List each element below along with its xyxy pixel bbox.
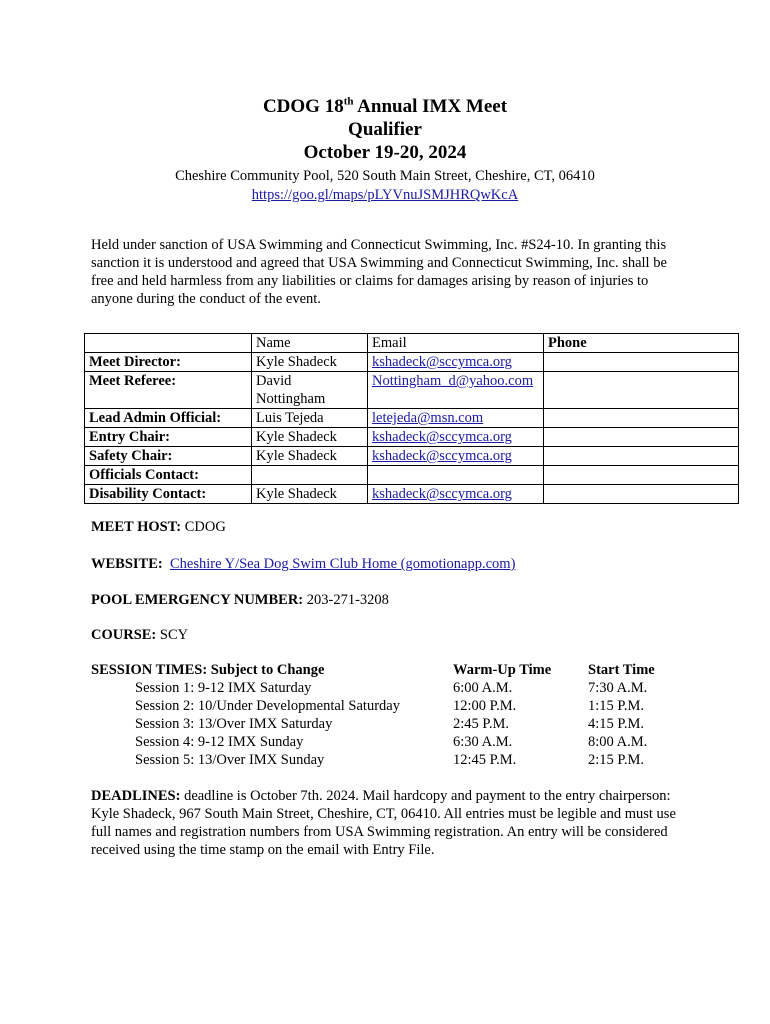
official-name: Kyle Shadeck	[252, 485, 368, 504]
start-times-column	[588, 661, 688, 769]
warmup-time: 6:30 A.M.	[453, 734, 513, 750]
official-email-link[interactable]: kshadeck@sccymca.org	[372, 486, 512, 502]
table-row	[85, 372, 739, 409]
meet-host-label: MEET HOST:	[91, 519, 182, 535]
official-phone	[544, 409, 739, 428]
pool-emergency-value: 203-271-3208	[306, 592, 389, 608]
official-phone	[544, 372, 739, 409]
warmup-time: 12:45 P.M.	[453, 752, 517, 768]
course-value: SCY	[159, 627, 189, 643]
map-link[interactable]: https://goo.gl/maps/pLYVnuJSMJHRQwKcA	[251, 187, 519, 203]
start-time: 2:15 P.M.	[588, 752, 645, 768]
meet-host-line	[91, 518, 226, 536]
table-row	[85, 466, 739, 485]
title-block	[0, 95, 770, 205]
session-names-column	[91, 661, 451, 769]
warmup-time: 6:00 A.M.	[453, 680, 513, 696]
official-phone	[544, 428, 739, 447]
pool-emergency-label: POOL EMERGENCY NUMBER:	[91, 592, 304, 608]
official-name: Luis Tejeda	[252, 409, 368, 428]
meet-title-prefix: CDOG 18	[262, 96, 344, 117]
website-line	[91, 555, 515, 573]
meet-title-sup: th	[343, 95, 354, 108]
official-email-link[interactable]: kshadeck@sccymca.org	[372, 448, 512, 464]
email-header: Email	[368, 334, 544, 353]
list-item: Session 4: 9-12 IMX Sunday	[135, 734, 304, 750]
official-email-link[interactable]: Nottingham_d@yahoo.com	[372, 373, 534, 389]
officials-header-row	[85, 334, 739, 353]
official-phone	[544, 485, 739, 504]
role-label: Officials Contact:	[85, 466, 252, 485]
official-name: Kyle Shadeck	[252, 353, 368, 372]
official-email-link[interactable]: kshadeck@sccymca.org	[372, 429, 512, 445]
meet-dates: October 19-20, 2024	[303, 142, 467, 163]
table-row	[85, 409, 739, 428]
role-label: Meet Referee:	[85, 372, 252, 409]
session-times-header: SESSION TIMES: Subject to Change	[91, 662, 325, 678]
deadlines-text: deadline is October 7th. 2024. Mail hardcopy and payment to the entry chairperson: Kyle Shadeck, 967 South Main Street, Cheshire, CT, 06410. All entries must be legible and must use full names and registration numbers from USA Swimming registration. An entry will be considered received using the time stamp on the email with Entry File.	[91, 788, 676, 858]
official-email-link[interactable]: kshadeck@sccymca.org	[372, 354, 512, 370]
deadlines-label: DEADLINES:	[91, 788, 181, 804]
start-time: 4:15 P.M.	[588, 716, 645, 732]
meet-title-suffix: Annual IMX Meet	[353, 96, 508, 117]
table-row	[85, 447, 739, 466]
website-link[interactable]: Cheshire Y/Sea Dog Swim Club Home (gomotionapp.com)	[169, 556, 516, 572]
role-label: Safety Chair:	[85, 447, 252, 466]
course-line	[91, 626, 188, 644]
role-label: Meet Director:	[85, 353, 252, 372]
list-item: Session 1: 9-12 IMX Saturday	[135, 680, 312, 696]
start-time: 7:30 A.M.	[588, 680, 648, 696]
list-item: Session 2: 10/Under Developmental Saturday	[135, 698, 400, 714]
table-row	[85, 353, 739, 372]
table-row	[85, 428, 739, 447]
official-email-link[interactable]: letejeda@msn.com	[372, 410, 484, 426]
warmup-time: 2:45 P.M.	[453, 716, 510, 732]
role-header-cell	[85, 334, 252, 353]
phone-header: Phone	[544, 334, 739, 353]
start-header: Start Time	[588, 662, 655, 678]
role-label: Disability Contact:	[85, 485, 252, 504]
official-name	[252, 466, 368, 485]
website-label: WEBSITE:	[91, 556, 163, 572]
sanction-paragraph: Held under sanction of USA Swimming and Connecticut Swimming, Inc. #S24-10. In granting this sanction it is understood and agreed that USA Swimming and Connecticut Swimming, Inc. shall be free and held harmless from any liabilities or claims for damages arising by reason of injuries to anyone during the conduct of the event.	[91, 237, 667, 307]
list-item: Session 3: 13/Over IMX Saturday	[135, 716, 333, 732]
start-time: 1:15 P.M.	[588, 698, 645, 714]
meet-address: Cheshire Community Pool, 520 South Main Street, Cheshire, CT, 06410	[175, 168, 595, 184]
official-phone	[544, 466, 739, 485]
role-label: Lead Admin Official:	[85, 409, 252, 428]
warmup-times-column	[453, 661, 573, 769]
official-name: Kyle Shadeck	[252, 447, 368, 466]
meet-host-value: CDOG	[184, 519, 226, 535]
warmup-header: Warm-Up Time	[453, 662, 552, 678]
list-item: Session 5: 13/Over IMX Sunday	[135, 752, 325, 768]
meet-title	[0, 95, 770, 118]
deadlines-paragraph	[91, 787, 681, 859]
officials-table	[84, 333, 739, 504]
meet-subtitle: Qualifier	[348, 119, 422, 140]
role-label: Entry Chair:	[85, 428, 252, 447]
warmup-time: 12:00 P.M.	[453, 698, 517, 714]
course-label: COURSE:	[91, 627, 157, 643]
name-header: Name	[252, 334, 368, 353]
official-phone	[544, 353, 739, 372]
pool-emergency-line	[91, 591, 389, 609]
official-name: David Nottingham	[252, 372, 368, 409]
official-name: Kyle Shadeck	[252, 428, 368, 447]
start-time: 8:00 A.M.	[588, 734, 648, 750]
official-phone	[544, 447, 739, 466]
table-row	[85, 485, 739, 504]
